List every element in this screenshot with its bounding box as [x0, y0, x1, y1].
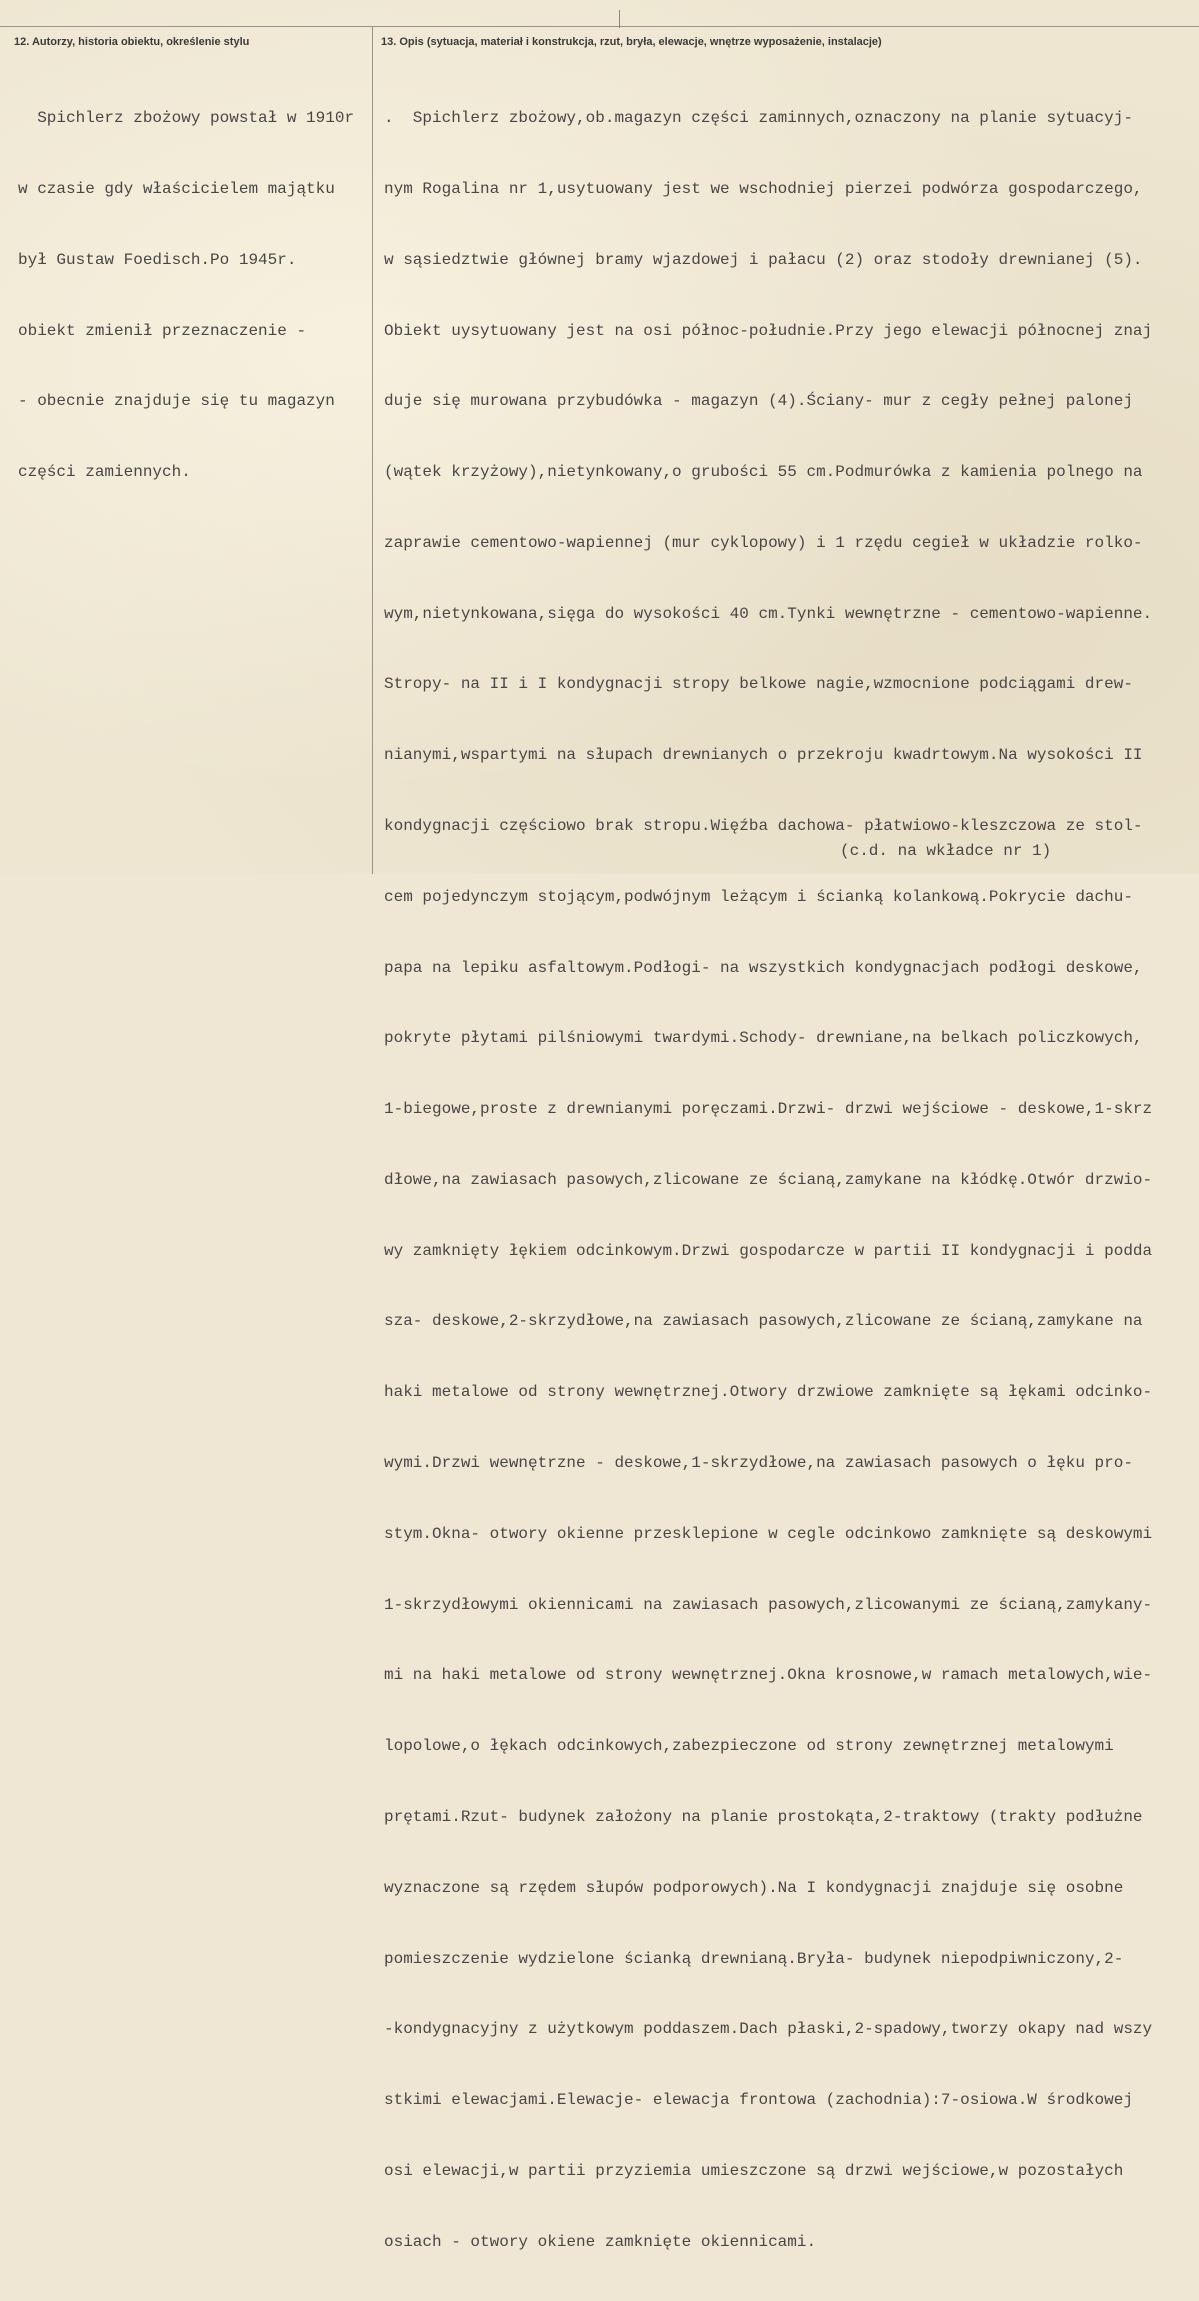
section-13-line: osi elewacji,w partii przyziemia umieszczone są drzwi wejściowe,w pozostałych — [384, 2161, 1124, 2180]
section-13-line: stym.Okna- otwory okienne przesklepione w cegle odcinkowo zamknięte są deskowymi — [384, 1524, 1153, 1543]
section-13-line: w sąsiedztwie głównej bramy wjazdowej i pałacu (2) oraz stodoły drewnianej (5). — [384, 250, 1143, 269]
section-13-line: mi na haki metalowe od strony wewnętrznej.Okna krosnowe,w ramach metalowych,wie- — [384, 1666, 1153, 1685]
section-13-line: nianymi,wspartymi na słupach drewnianych o przekroju kwadrtowym.Na wysokości II — [384, 746, 1143, 765]
section-13-line: sza- deskowe,2-skrzydłowe,na zawiasach pasowych,zlicowane ze ścianą,zamykane na — [384, 1312, 1143, 1331]
top-rule — [0, 26, 1199, 27]
section-13-heading: 13. Opis (sytuacja, materiał i konstrukcja, rzut, bryła, elewacje, wnętrze wyposażenie, instalacje) — [381, 36, 882, 48]
section-13-line: (wątek krzyżowy),nietynkowany,o grubości 55 cm.Podmurówka z kamienia polnego na — [384, 463, 1143, 482]
section-13-line: pokryte płytami pilśniowymi twardymi.Schody- drewniane,na belkach policzkowych, — [384, 1029, 1143, 1048]
section-12-line: Spichlerz zbożowy powstał w 1910r — [18, 109, 355, 128]
section-13-line: -kondygnacyjny z użytkowym poddaszem.Dach płaski,2-spadowy,tworzy okapy nad wszy — [384, 2020, 1153, 2039]
section-12-line: był Gustaw Foedisch.Po 1945r. — [18, 250, 297, 269]
section-13-line: 1-biegowe,proste z drewnianymi poręczami.Drzwi- drzwi wejściowe - deskowe,1-skrz — [384, 1100, 1153, 1119]
section-13-line: prętami.Rzut- budynek założony na planie prostokąta,2-traktowy (trakty podłużne — [384, 1807, 1143, 1826]
section-13-line: haki metalowe od strony wewnętrznej.Otwory drzwiowe zamknięte są łękami odcinko- — [384, 1383, 1153, 1402]
section-12-text — [18, 60, 354, 532]
section-13-line: zaprawie cementowo-wapiennej (mur cyklopowy) i 1 rzędu cegieł w układzie rolko- — [384, 533, 1143, 552]
section-12-line: w czasie gdy właścicielem majątku — [18, 179, 335, 198]
section-12-heading: 12. Autorzy, historia obiektu, określenie stylu — [14, 36, 250, 48]
section-13-line: wymi.Drzwi wewnętrzne - deskowe,1-skrzydłowe,na zawiasach pasowych o łęku pro- — [384, 1454, 1133, 1473]
section-13-line: kondygnacji częściowo brak stropu.Więźba dachowa- płatwiowo-kleszczowa ze stol- — [384, 817, 1143, 835]
section-13-line: dłowe,na zawiasach pasowych,zlicowane ze ścianą,zamykane na kłódkę.Otwór drzwio- — [384, 1170, 1153, 1189]
section-12-line: części zamiennych. — [18, 463, 191, 482]
section-13-line: duje się murowana przybudówka - magazyn (4).Ściany- mur z cegły pełnej palonej — [384, 392, 1133, 411]
section-13-line: wym,nietynkowana,sięga do wysokości 40 cm.Tynki wewnętrzne - cementowo-wapienne. — [384, 604, 1153, 623]
section-13-line: stkimi elewacjami.Elewacje- elewacja frontowa (zachodnia):7-osiowa.W środkowej — [384, 2091, 1133, 2110]
section-13-line: papa na lepiku asfaltowym.Podłogi- na wszystkich kondygnacjach podłogi deskowe, — [384, 958, 1143, 977]
fold-mark — [619, 10, 620, 28]
column-divider — [372, 26, 373, 874]
section-13-line: . Spichlerz zbożowy,ob.magazyn części zaminnych,oznaczony na planie sytuacyj- — [384, 109, 1133, 128]
section-13-line: lopolowe,o łękach odcinkowych,zabezpieczone od strony zewnętrznej metalowymi — [384, 1737, 1114, 1756]
section-13-line: wyznaczone są rzędem słupów podporowych).Na I kondygnacji znajduje się osobne — [384, 1878, 1124, 1897]
section-12-line: obiekt zmienił przeznaczenie - — [18, 321, 307, 340]
section-13-line: nym Rogalina nr 1,usytuowany jest we wschodniej pierzei podwórza gospodarczego, — [384, 179, 1143, 198]
section-13-line: osiach - otwory okiene zamknięte okiennicami. — [384, 2232, 817, 2251]
section-13-line: Stropy- na II i I kondygnacji stropy belkowe nagie,wzmocnione podciągami drew- — [384, 675, 1133, 694]
section-13-line: cem pojedynczym stojącym,podwójnym leżącym i ścianką kolankową.Pokrycie dachu- — [384, 887, 1133, 906]
section-13-line: pomieszczenie wydzielone ścianką drewnianą.Bryła- budynek niepodpiwniczony,2- — [384, 1949, 1124, 1968]
continuation-note: (c.d. na wkładce nr 1) — [840, 842, 1052, 860]
section-12-line: - obecnie znajduje się tu magazyn — [18, 392, 335, 411]
section-13-line: wy zamknięty łękiem odcinkowym.Drzwi gospodarcze w partii II kondygnacji i podda — [384, 1241, 1153, 1260]
section-13-text — [384, 60, 1152, 2301]
section-13-line: 1-skrzydłowymi okiennicami na zawiasach pasowych,zlicowanymi ze ścianą,zamykany- — [384, 1595, 1153, 1614]
section-13-line: Obiekt uysytuowany jest na osi północ-południe.Przy jego elewacji północnej znaj — [384, 321, 1153, 340]
